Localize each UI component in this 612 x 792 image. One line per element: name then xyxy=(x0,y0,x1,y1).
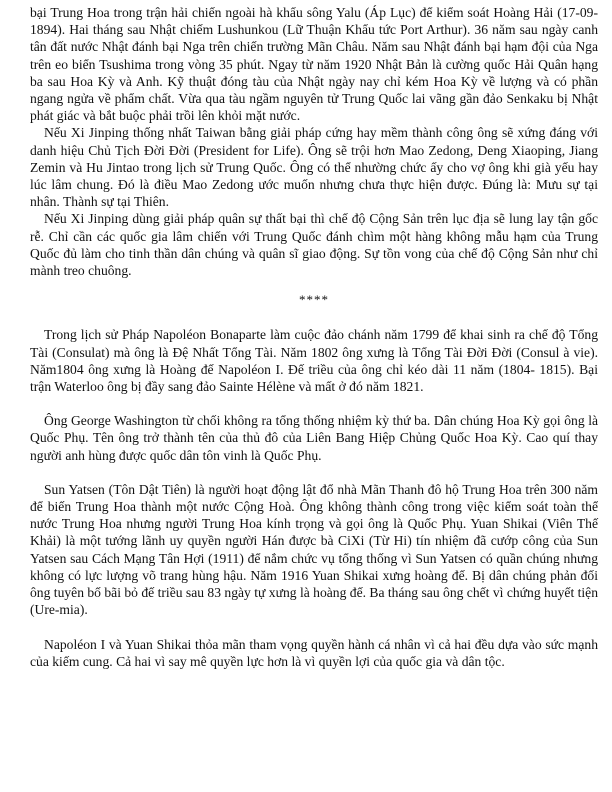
paragraph-sun-yatsen: Sun Yatsen (Tôn Dật Tiên) là người hoạt động lật đổ nhà Mãn Thanh đô hộ Trung Hoa trên 300 năm để biến Trung Hoa thành một nước Cộng Hoà. Ông không thành công trong việc kiểm soát toàn thể nước Trung Hoa nhưng người Trung Hoa kính trọng và gọi ông là Quốc Phụ. Yuan Shikai (Viên Thế Khải) là một tướng lãnh uy quyền người Hán được bà CiXi (Từ Hi) tín nhiệm đã cướp công của Sun Yatsen sau Cách Mạng Tân Hợi (1911) để nắm chức vụ tổng thống vì Sun Yatsen có quần chúng nhưng không có lực lượng võ trang hùng hậu. Năm 1916 Yuan Shikai xưng hoàng đế. Bị dân chúng phản đối ông tuyên bố bãi bỏ đế triều sau 83 ngày tự xưng là hoàng đế. Ba tháng sau ông chết vì chứng huyết tiện (Ure-mia). xyxy=(30,481,598,618)
paragraph-japan-navy: bại Trung Hoa trong trận hải chiến ngoài hà khẩu sông Yalu (Áp Lục) để kiểm soát Hoàng Hải (17-09-1894). Hai tháng sau Nhật chiếm Lushunkou (Lữ Thuận Khẩu tức Port Arthur). 36 năm sau ngày canh tân đất nước Nhật đánh bại Nga trên chiến trường Mãn Châu. Năm sau Nhật đánh bại hạm đội của Nga trên eo biển Tsushima trong vòng 35 phút. Ngay từ năm 1920 Nhật Bản là cường quốc Hải Quân hạng ba sau Hoa Kỳ và Anh. Kỹ thuật đóng tàu của Nhật ngày nay chỉ kém Hoa Kỳ về lượng và có phần ngang ngửa về phẩm chất. Vừa qua tàu ngầm nguyên tử Trung Quốc lai vãng gần đảo Senkaku bị Nhật phát giác và bắt buộc phải trồi lên khỏi mặt nước. xyxy=(30,5,598,124)
paragraph-washington: Ông George Washington từ chối không ra tổng thống nhiệm kỳ thứ ba. Dân chúng Hoa Kỳ gọi ông là Quốc Phụ. Tên ông trở thành tên của thủ đô của Liên Bang Hiệp Chủng Quốc Hoa Kỳ. Cao quí thay người anh hùng được quốc dân tôn vinh là Quốc Phụ. xyxy=(30,413,598,463)
section-separator: **** xyxy=(299,292,329,308)
paragraph-xi-unification: Nếu Xi Jinping thống nhất Taiwan bằng giải pháp cứng hay mềm thành công ông sẽ xứng đáng với danh hiệu Chủ Tịch Đời Đời (President for Life). Ông sẽ trội hơn Mao Zedong, Deng Xiaoping, Jiang Zemin và Hu Jintao trong lịch sử Trung Quốc. Ông có thể nhường chức ấy cho vợ ông khi già yếu hay lúc lâm chung. Đó là điều Mao Zedong ước muốn nhưng chưa thực hiện được. Đúng là: Mưu sự tại nhân. Thành sự tại Thiên. xyxy=(30,125,598,210)
paragraph-napoleon: Trong lịch sử Pháp Napoléon Bonaparte làm cuộc đảo chánh năm 1799 để khai sinh ra chế độ Tổng Tài (Consulat) mà ông là Đệ Nhất Tổng Tài. Năm 1802 ông xưng là Tổng Tài Đời Đời (Consul à vie). Năm1804 ông xưng là Hoàng đế Napoléon I. Đế triều của ông chỉ kéo dài 11 năm (1804- 1815). Bại trận Waterloo ông bị đầy sang đảo Sainte Hélène và mất ở đó năm 1821. xyxy=(30,327,598,395)
paragraph-conclusion: Napoléon I và Yuan Shikai thỏa mãn tham vọng quyền hành cá nhân vì cả hai đều dựa vào sức mạnh của kiếm cung. Cả hai vì say mê quyền lực hơn là vì quyền lợi của quốc gia và dân tộc. xyxy=(30,636,598,669)
paragraph-xi-military-failure: Nếu Xi Jinping dùng giải pháp quân sự thất bại thì chế độ Cộng Sản trên lục địa sẽ lung lay tận gốc rễ. Chỉ cần các quốc gia lâm chiến với Trung Quốc đánh chìm một hàng không mẫu hạm của Trung Quốc đủ làm cho tinh thần dân chúng và quân sĩ giao động. Sự tồn vong của chế độ Cộng Sản như chỉ mành treo chuông. xyxy=(30,211,598,279)
